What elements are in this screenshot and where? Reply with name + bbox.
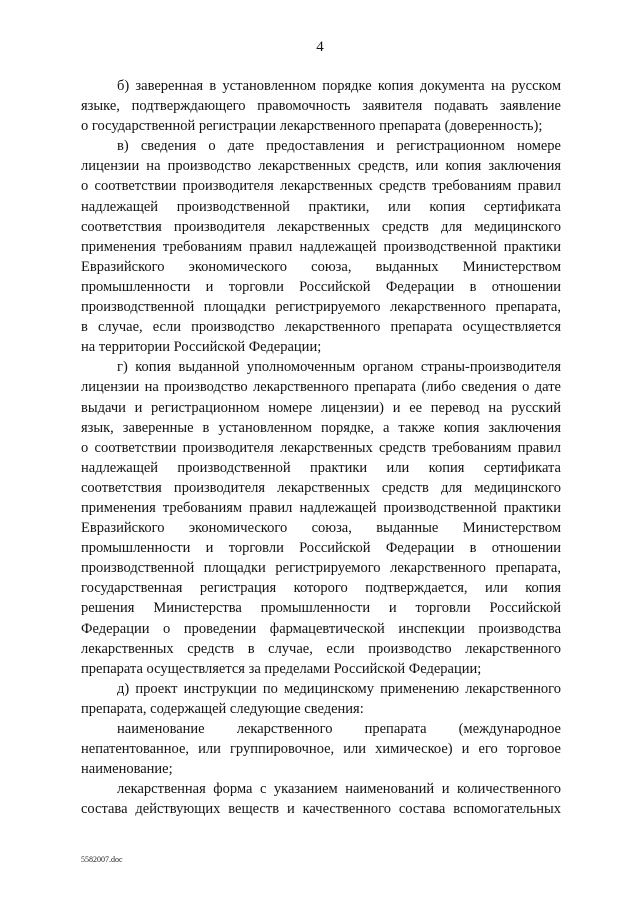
text-line: языке, подтверждающего правомочность заявителя подавать заявление xyxy=(81,98,561,115)
text-line: производственной площадки регистрируемого лекарственного препарата, xyxy=(81,299,561,316)
text-line: б) заверенная в установленном порядке копия документа на русском xyxy=(117,78,561,94)
text-line: состава действующих веществ и качественного состава вспомогательных xyxy=(81,801,561,818)
text-line: о соответствии производителя лекарственных средств требованиям правил xyxy=(81,439,561,456)
text-line: надлежащей производственной практики, или копия сертификата xyxy=(81,198,561,215)
text-line: о соответствии производителя лекарственных средств требованиям правил xyxy=(81,178,561,195)
text-line: наименование лекарственного препарата (международное xyxy=(117,721,561,737)
text-line: Евразийского экономического союза, выданных Министерством xyxy=(81,258,561,275)
text-line: соответствия производителя лекарственных средств для медицинского xyxy=(81,218,561,235)
text-line: на территории Российской Федерации; xyxy=(81,339,322,356)
text-line: лицензии на производство лекарственных средств, или копия заключения xyxy=(81,158,561,175)
text-line: лекарственная форма с указанием наименований и количественного xyxy=(117,781,561,798)
text-line: непатентованное, или группировочное, или химическое) и его торговое xyxy=(81,741,561,758)
text-line: наименование; xyxy=(81,761,173,778)
text-line: лекарственных средств в случае, если производство лекарственного xyxy=(81,640,561,657)
text-line: в) сведения о дате предоставления и регистрационном номере xyxy=(117,138,561,155)
document-body xyxy=(81,76,561,819)
page-number: 4 xyxy=(316,39,324,55)
text-line: препарата, содержащей следующие сведения: xyxy=(81,700,364,717)
text-line: соответствия производителя лекарственных средств для медицинского xyxy=(81,479,561,496)
text-line: применения требованиям правил надлежащей производственной практики xyxy=(81,499,561,516)
text-line: препарата осуществляется за пределами Российской Федерации; xyxy=(81,660,482,677)
text-line: лицензии на производство лекарственного препарата (либо сведения о дате xyxy=(81,379,561,396)
text-line: Евразийского экономического союза, выданные Министерством xyxy=(81,520,561,537)
text-line: государственная регистрация которого подтверждается, или копия xyxy=(81,580,561,597)
text-line: д) проект инструкции по медицинскому применению лекарственного xyxy=(117,680,561,697)
text-line: выдачи и регистрационном номере лицензии) и ее перевод на русский xyxy=(81,399,561,416)
footer-filename: 5582007.doc xyxy=(81,855,123,864)
text-line: в случае, если производство лекарственного препарата осуществляется xyxy=(81,319,561,336)
text-line: применения требованиям правил надлежащей производственной практики xyxy=(81,238,561,255)
text-line: производственной площадки регистрируемого лекарственного препарата, xyxy=(81,560,561,577)
text-line: надлежащей производственной практики или копия сертификата xyxy=(81,459,561,476)
text-line: решения Министерства промышленности и торговли Российской xyxy=(81,600,561,617)
text-line: о государственной регистрации лекарственного препарата (доверенность); xyxy=(81,118,543,135)
text-line: г) копия выданной уполномоченным органом страны-производителя xyxy=(117,359,561,376)
text-line: промышленности и торговли Российской Федерации в отношении xyxy=(81,278,561,295)
text-line: язык, заверенные в установленном порядке, а также копия заключения xyxy=(81,419,561,436)
text-line: Федерации о проведении фармацевтической инспекции производства xyxy=(81,620,561,637)
text-line: промышленности и торговли Российской Федерации в отношении xyxy=(81,540,561,557)
